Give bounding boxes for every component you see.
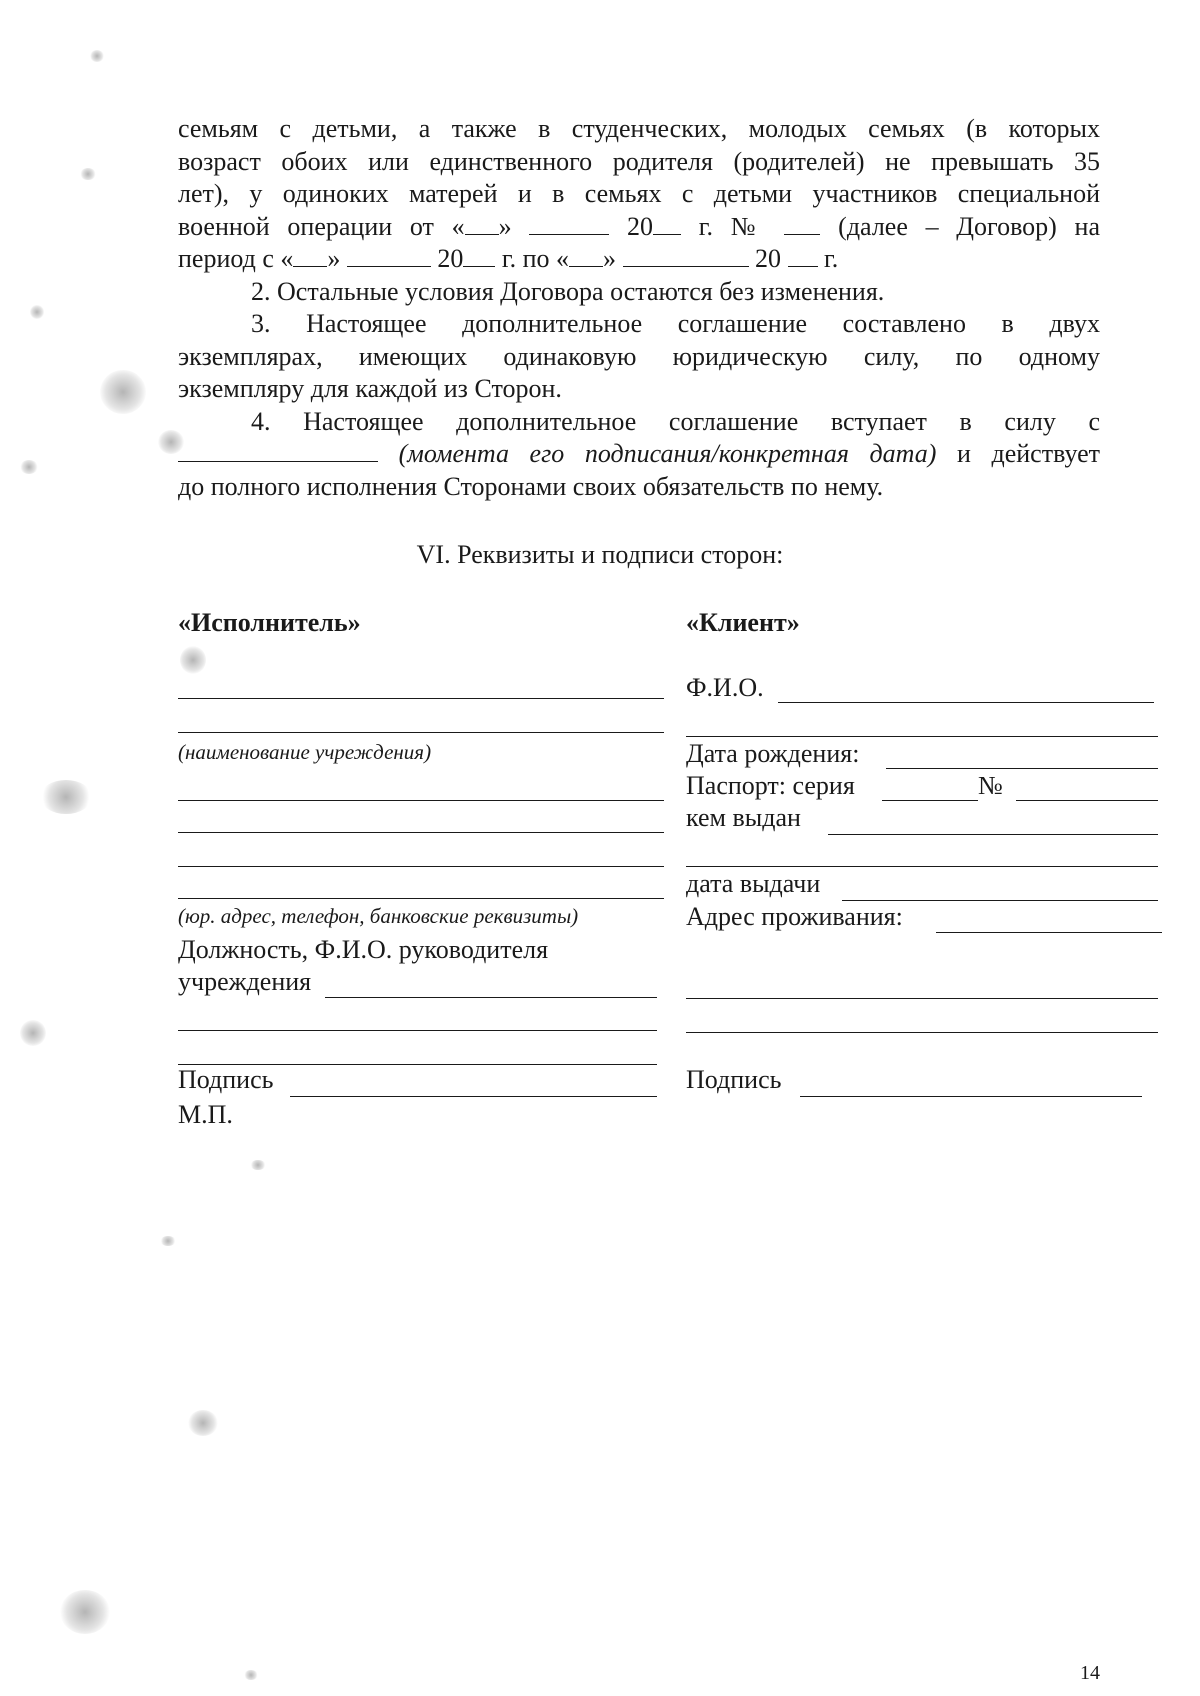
client-address-line-3 [686, 1032, 1158, 1033]
clause-3-line-3: экземпляру для каждой из Сторон. [178, 374, 562, 403]
executor-name-line [178, 732, 664, 733]
client-address-line-2 [686, 998, 1158, 999]
executor-stamp-label: М.П. [178, 1100, 233, 1129]
intro-line-1: семьям с детьми, а также в студенческих, молодых семьях (в которых [178, 114, 1100, 143]
blank-year [788, 246, 818, 267]
scan-speck [40, 780, 92, 814]
executor-signature-label: Подпись [178, 1065, 274, 1094]
executor-position-line [325, 997, 657, 998]
client-issue-date-label: дата выдачи [686, 869, 821, 898]
client-signature-line [800, 1096, 1142, 1097]
intro-line-5 [178, 243, 1100, 276]
client-issued-by-line-2 [686, 866, 1158, 867]
client-issued-by-label: кем выдан [686, 803, 801, 832]
scan-speck [20, 460, 38, 474]
text-fragment: (далее – Договор) на [838, 211, 1100, 241]
scan-speck [30, 305, 44, 319]
blank-day [293, 246, 327, 267]
blank-month [347, 246, 431, 267]
client-signature-label: Подпись [686, 1065, 782, 1094]
client-birth-line [886, 768, 1158, 769]
intro-paragraph [178, 113, 1100, 503]
text-fragment: период с « [178, 244, 294, 273]
executor-address-line [178, 800, 664, 801]
italic-note: (момента его подписания/конкретная дата) [398, 439, 937, 468]
text-fragment: г. № [698, 211, 767, 241]
executor-address-line [178, 898, 664, 899]
executor-address-caption: (юр. адрес, телефон, банковские реквизиты) [178, 904, 579, 928]
executor-signature-line [290, 1096, 657, 1097]
executor-name-line [178, 698, 664, 699]
client-issued-by-line [828, 834, 1158, 835]
executor-address-line [178, 832, 664, 833]
client-passport-number-line [1016, 800, 1158, 801]
clause-4-line-1: 4. Настоящее дополнительное соглашение вступает в силу с [251, 406, 1100, 436]
scan-speck [244, 1670, 258, 1680]
scan-speck [160, 1236, 176, 1246]
text-fragment: и действует [956, 439, 1101, 468]
intro-line-3: лет), у одиноких матерей и в семьях с детьми участников специальной [178, 179, 1100, 208]
text-fragment: г. [824, 244, 839, 273]
client-title: «Клиент» [686, 608, 800, 637]
clause-4-line-3: до полного исполнения Сторонами своих обязательств по нему. [178, 471, 884, 501]
executor-position-label-2: учреждения [178, 967, 312, 996]
scan-speck [188, 1410, 218, 1436]
page-number: 14 [1080, 1662, 1100, 1684]
scan-speck [80, 168, 96, 180]
blank-day [569, 246, 603, 267]
text-fragment: » [603, 244, 617, 273]
scan-speck [158, 430, 184, 454]
intro-line-2: возраст обоих или единственного родителя (родителей) не превышать 35 [178, 146, 1100, 176]
clause-3-line-1: 3. Настоящее дополнительное соглашение составлено в двух [251, 309, 1100, 338]
executor-title: «Исполнитель» [178, 608, 361, 637]
text-fragment: 20 [755, 244, 782, 273]
client-passport-number-label: № [978, 771, 1003, 800]
blank-day [465, 214, 499, 235]
text-fragment: г. по « [501, 244, 570, 273]
clause-3-line-2: экземплярах, имеющих одинаковую юридическую силу, по одному [178, 341, 1100, 371]
blank-month [623, 246, 749, 267]
client-fio-label: Ф.И.О. [686, 673, 764, 702]
clause-4-line-2 [178, 438, 1100, 471]
intro-line-4 [178, 211, 1100, 244]
text-fragment: 20 [627, 211, 654, 241]
scan-speck [180, 646, 206, 674]
scan-speck [100, 370, 146, 414]
executor-position-line [178, 1030, 657, 1031]
scan-speck [250, 1160, 266, 1170]
executor-address-line [178, 866, 664, 867]
text-fragment: » [498, 211, 512, 241]
clause-2: 2. Остальные условия Договора остаются без изменения. [251, 276, 885, 306]
text-fragment: 20 [437, 244, 464, 273]
text-fragment: военной операции от « [178, 211, 465, 241]
client-issue-date-line [842, 900, 1158, 901]
client-passport-series-line [882, 800, 978, 801]
client-passport-label: Паспорт: серия [686, 771, 855, 800]
client-birth-label: Дата рождения: [686, 739, 860, 768]
scan-speck [20, 1020, 46, 1046]
blank-month [529, 214, 609, 235]
client-fio-line [778, 702, 1154, 703]
executor-position-label: Должность, Ф.И.О. руководителя [178, 935, 549, 964]
blank-year [463, 246, 495, 267]
executor-name-caption: (наименование учреждения) [178, 740, 432, 764]
blank-number [784, 214, 820, 235]
blank-year [653, 214, 681, 235]
client-address-line [936, 932, 1162, 933]
client-address-label: Адрес проживания: [686, 902, 903, 931]
blank-effective-date [178, 441, 378, 462]
text-fragment: » [327, 244, 341, 273]
section-heading: VI. Реквизиты и подписи сторон: [416, 540, 784, 569]
scan-speck [60, 1590, 110, 1634]
client-fio-line-2 [686, 736, 1158, 737]
scan-speck [90, 50, 104, 62]
